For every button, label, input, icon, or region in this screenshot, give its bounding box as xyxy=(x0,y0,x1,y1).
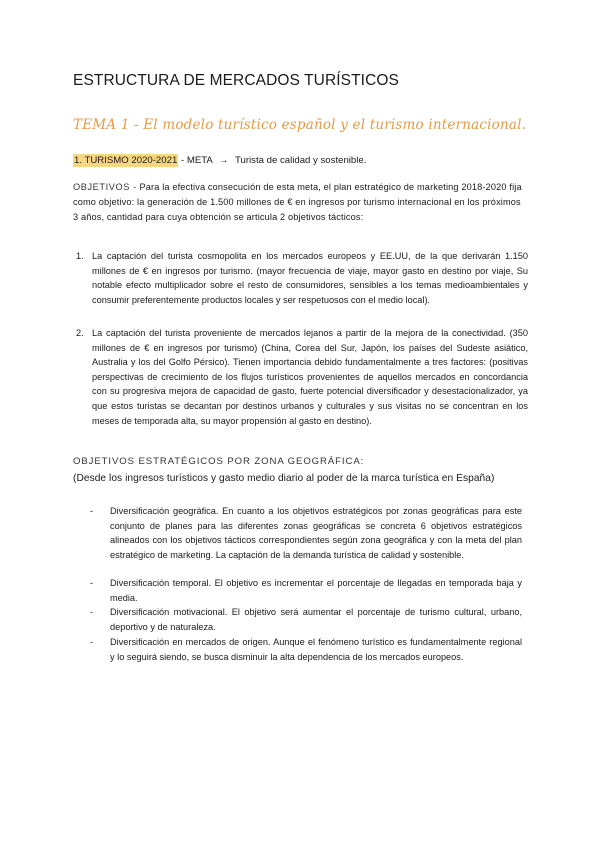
section-1-dash: - xyxy=(180,155,185,166)
objetivos-paragraph xyxy=(73,180,528,225)
bullet-text: Diversificación geográfica. En cuanto a los objetivos estratégicos por zonas geográficas para este conjunto de planes para las diferentes zonas geográficas se concreta 6 objetivos estratégicos alineados con los objetivos tácticos correspondientes según zona geográfica y con la meta del plan estratégico de marketing. La captación de la demanda turística de calidad y sostenible. xyxy=(110,506,522,560)
zona-geografica-subheading: OBJETIVOS ESTRATÉGICOS POR ZONA GEOGRÁFICA: xyxy=(73,456,365,467)
section-1-heading-highlight: 1. TURISMO 2020-2021 xyxy=(74,155,178,166)
bullet-item xyxy=(90,504,522,562)
bullet-dash: - xyxy=(90,578,94,588)
list-number: 2. xyxy=(76,328,84,338)
list-number: 1. xyxy=(76,251,84,261)
ordered-list-item xyxy=(73,249,528,307)
list-item-text: La captación del turista proveniente de mercados lejanos a partir de la mejora de la conectividad. (350 millones de € en ingresos por turismo) (China, Corea del Sur, Japón, los países del Sudeste asiático, Australia y los del Golfo Pérsico). Tienen importancia debido fundamentalmente a tres factores: (positivas perspectivas de crecimiento de los flujos turísticos provenientes de aquellos mercados en concordancia con su progresiva mejora de capacidad de gasto, fuerte potencial diversificador y desestacionalizador, ya que estos turistas se decantan por destinos urbanos y culturales y sus visitas no se concentran en los meses de temporada alta, su mayor propensión al gasto en destino). xyxy=(92,328,528,426)
ordered-list-item xyxy=(73,326,528,428)
meta-text: Turista de calidad y sostenible. xyxy=(235,155,367,166)
bullet-item xyxy=(90,576,522,605)
bullet-text: Diversificación temporal. El objetivo es incrementar el porcentaje de llegadas en temporada baja y media. xyxy=(110,578,522,603)
bullet-dash: - xyxy=(90,637,94,647)
objetivos-text: Para la efectiva consecución de esta meta, el plan estratégico de marketing 2018-2020 fija como objetivo: la generación de 1.500 millones de € en ingresos por turismo internacional en los próximos 3 años, cantidad para cuya obtención se articula 2 objetivos tácticos: xyxy=(73,182,522,222)
zona-geografica-note: (Desde los ingresos turísticos y gasto medio diario al poder de la marca turística en España) xyxy=(73,473,495,484)
document-title: ESTRUCTURA DE MERCADOS TURÍSTICOS xyxy=(73,72,399,89)
bullet-item xyxy=(90,605,522,634)
section-1-line xyxy=(73,155,366,166)
meta-label: META xyxy=(186,155,213,166)
bullet-item xyxy=(90,635,522,664)
bullet-text: Diversificación motivacional. El objetivo será aumentar el porcentaje de turismo cultural, urbano, deportivo y de naturaleza. xyxy=(110,607,522,632)
bullet-dash: - xyxy=(90,506,94,516)
list-item-text: La captación del turista cosmopolita en los mercados europeos y EE.UU, de la que derivarán 1.150 millones de € en ingresos por turismo. (mayor frecuencia de viaje, mayor gasto en destino por viaje, Su notable efecto multiplicador sobre el resto de consumidores, sensibles a los temas medioambientales y consumir preferentemente productos locales y ser respetuosos con el medio local). xyxy=(92,251,528,305)
objetivos-label: OBJETIVOS - xyxy=(73,182,137,192)
arrow-icon: → xyxy=(218,155,229,166)
bullet-text: Diversificación en mercados de origen. Aunque el fenómeno turístico es fundamentalmente regional y lo seguirá siendo, se busca disminuir la alta dependencia de los mercados europeos. xyxy=(110,637,522,662)
bullet-dash: - xyxy=(90,607,94,617)
tema-heading: TEMA 1 - El modelo turístico español y el turismo internacional. xyxy=(73,117,527,133)
